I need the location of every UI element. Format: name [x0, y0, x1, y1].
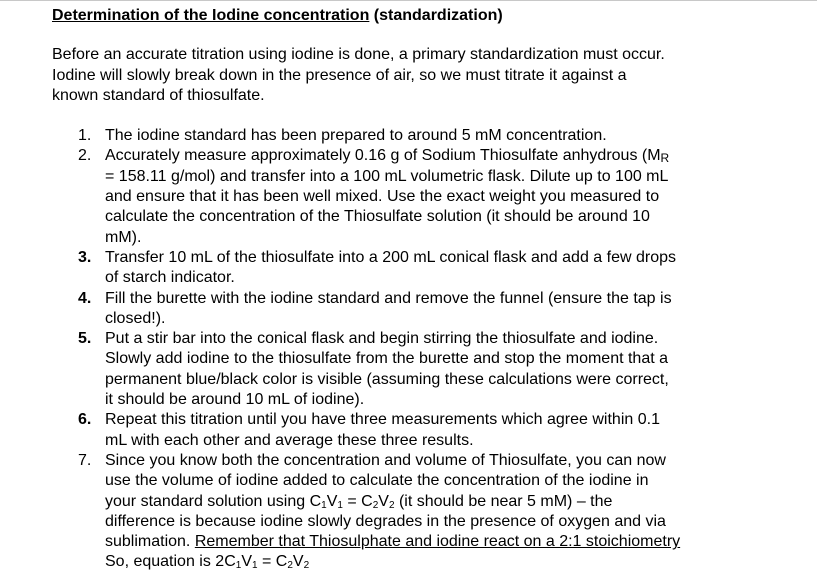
- step-number: 2.: [78, 147, 92, 165]
- step-item-1: [52, 126, 743, 146]
- step-text: So, equation is 2C: [105, 553, 236, 571]
- document-body: [52, 6, 752, 573]
- step-line: mM).: [105, 228, 142, 246]
- subscript: 1: [337, 499, 343, 511]
- step-text: (it should be near 5 mM) – the: [394, 492, 613, 510]
- step-text: V: [326, 492, 338, 510]
- step-equation-line: [105, 492, 743, 512]
- step-line: calculate the concentration of the Thiosulfate solution (it should be around 10: [105, 208, 650, 226]
- step-text: = C: [257, 553, 288, 571]
- step-text: V: [241, 553, 252, 571]
- step-line: Since you know both the concentration and volume of Thiosulfate, you can now: [105, 451, 666, 469]
- step-text: = C: [342, 492, 373, 510]
- subscript: 2: [388, 499, 395, 511]
- stoichiometry-note: Remember that Thiosulphate and iodine react on a 2:1 stoichiometry: [194, 533, 681, 551]
- step-line: = 158.11 g/mol) and transfer into a 100 mL volumetric flask. Dilute up to 100 mL: [105, 167, 669, 185]
- step-line: difference is because iodine slowly degrades in the presence of oxygen and via: [105, 512, 666, 530]
- step-line: permanent blue/black color is visible (assuming these calculations were correct,: [105, 370, 669, 388]
- page-top-border: [0, 0, 817, 1]
- step-number: 5.: [78, 330, 92, 348]
- procedure-steps-list: [52, 126, 752, 573]
- step-line: Fill the burette with the iodine standard and remove the funnel (ensure the tap is: [105, 289, 672, 307]
- subscript: 2: [287, 560, 293, 572]
- intro-line: known standard of thiosulfate.: [52, 86, 265, 104]
- step-item-6: [52, 410, 743, 451]
- intro-line: Before an accurate titration using iodine is done, a primary standardization must occur.: [52, 46, 665, 64]
- step-line: closed!).: [105, 309, 166, 327]
- step-text: V: [378, 492, 389, 510]
- subscript: 1: [251, 560, 258, 572]
- step-number: 6.: [78, 411, 92, 429]
- step-line: of starch indicator.: [105, 269, 235, 287]
- step-line: and ensure that it has been well mixed. Use the exact weight you measured to: [105, 188, 660, 206]
- subscript: R: [660, 151, 670, 166]
- step-line: use the volume of iodine added to calculate the concentration of the iodine in: [105, 472, 649, 490]
- step-item-4: [52, 289, 743, 330]
- heading-underlined-text: Determination of the Iodine concentration: [52, 7, 370, 24]
- subscript: 1: [321, 499, 327, 511]
- subscript: 1: [235, 560, 242, 572]
- step-line: Slowly add iodine to the thiosulfate from the burette and stop the moment that a: [105, 350, 669, 368]
- subscript: 2: [372, 499, 379, 511]
- step-item-7: [52, 451, 743, 573]
- step-text: V: [292, 553, 304, 571]
- heading-rest-text: (standardization): [369, 7, 503, 24]
- step-item-3: [52, 248, 743, 289]
- step-item-5: [52, 329, 743, 410]
- step-number: 3.: [78, 248, 92, 266]
- step-item-2: [52, 146, 743, 247]
- step-number: 4.: [78, 289, 92, 307]
- step-line: Transfer 10 mL of the thiosulfate into a 200 mL conical flask and add a few drops: [105, 248, 676, 266]
- step-text: sublimation.: [105, 533, 195, 551]
- step-number: 7.: [78, 451, 92, 469]
- step-line: it should be around 10 mL of iodine).: [105, 391, 365, 409]
- step-line: Put a stir bar into the conical flask and begin stirring the thiosulfate and iodine.: [105, 330, 659, 348]
- intro-paragraph: [52, 45, 742, 106]
- step-text: your standard solution using C: [105, 492, 322, 510]
- step-equation-line: [105, 552, 743, 572]
- step-line: Repeat this titration until you have three measurements which agree within 0.1: [105, 411, 660, 429]
- step-line: The iodine standard has been prepared to around 5 mM concentration.: [105, 127, 607, 145]
- subscript: 2: [303, 560, 310, 572]
- step-number: 1.: [78, 127, 92, 145]
- step-line: [105, 146, 743, 166]
- step-line: mL with each other and average these three results.: [105, 431, 474, 449]
- step-text: Accurately measure approximately 0.16 g of Sodium Thiosulfate anhydrous (M: [105, 147, 661, 165]
- section-heading: [52, 6, 752, 26]
- step-line: [105, 532, 743, 552]
- intro-line: Iodine will slowly break down in the presence of air, so we must titrate it against a: [52, 66, 627, 84]
